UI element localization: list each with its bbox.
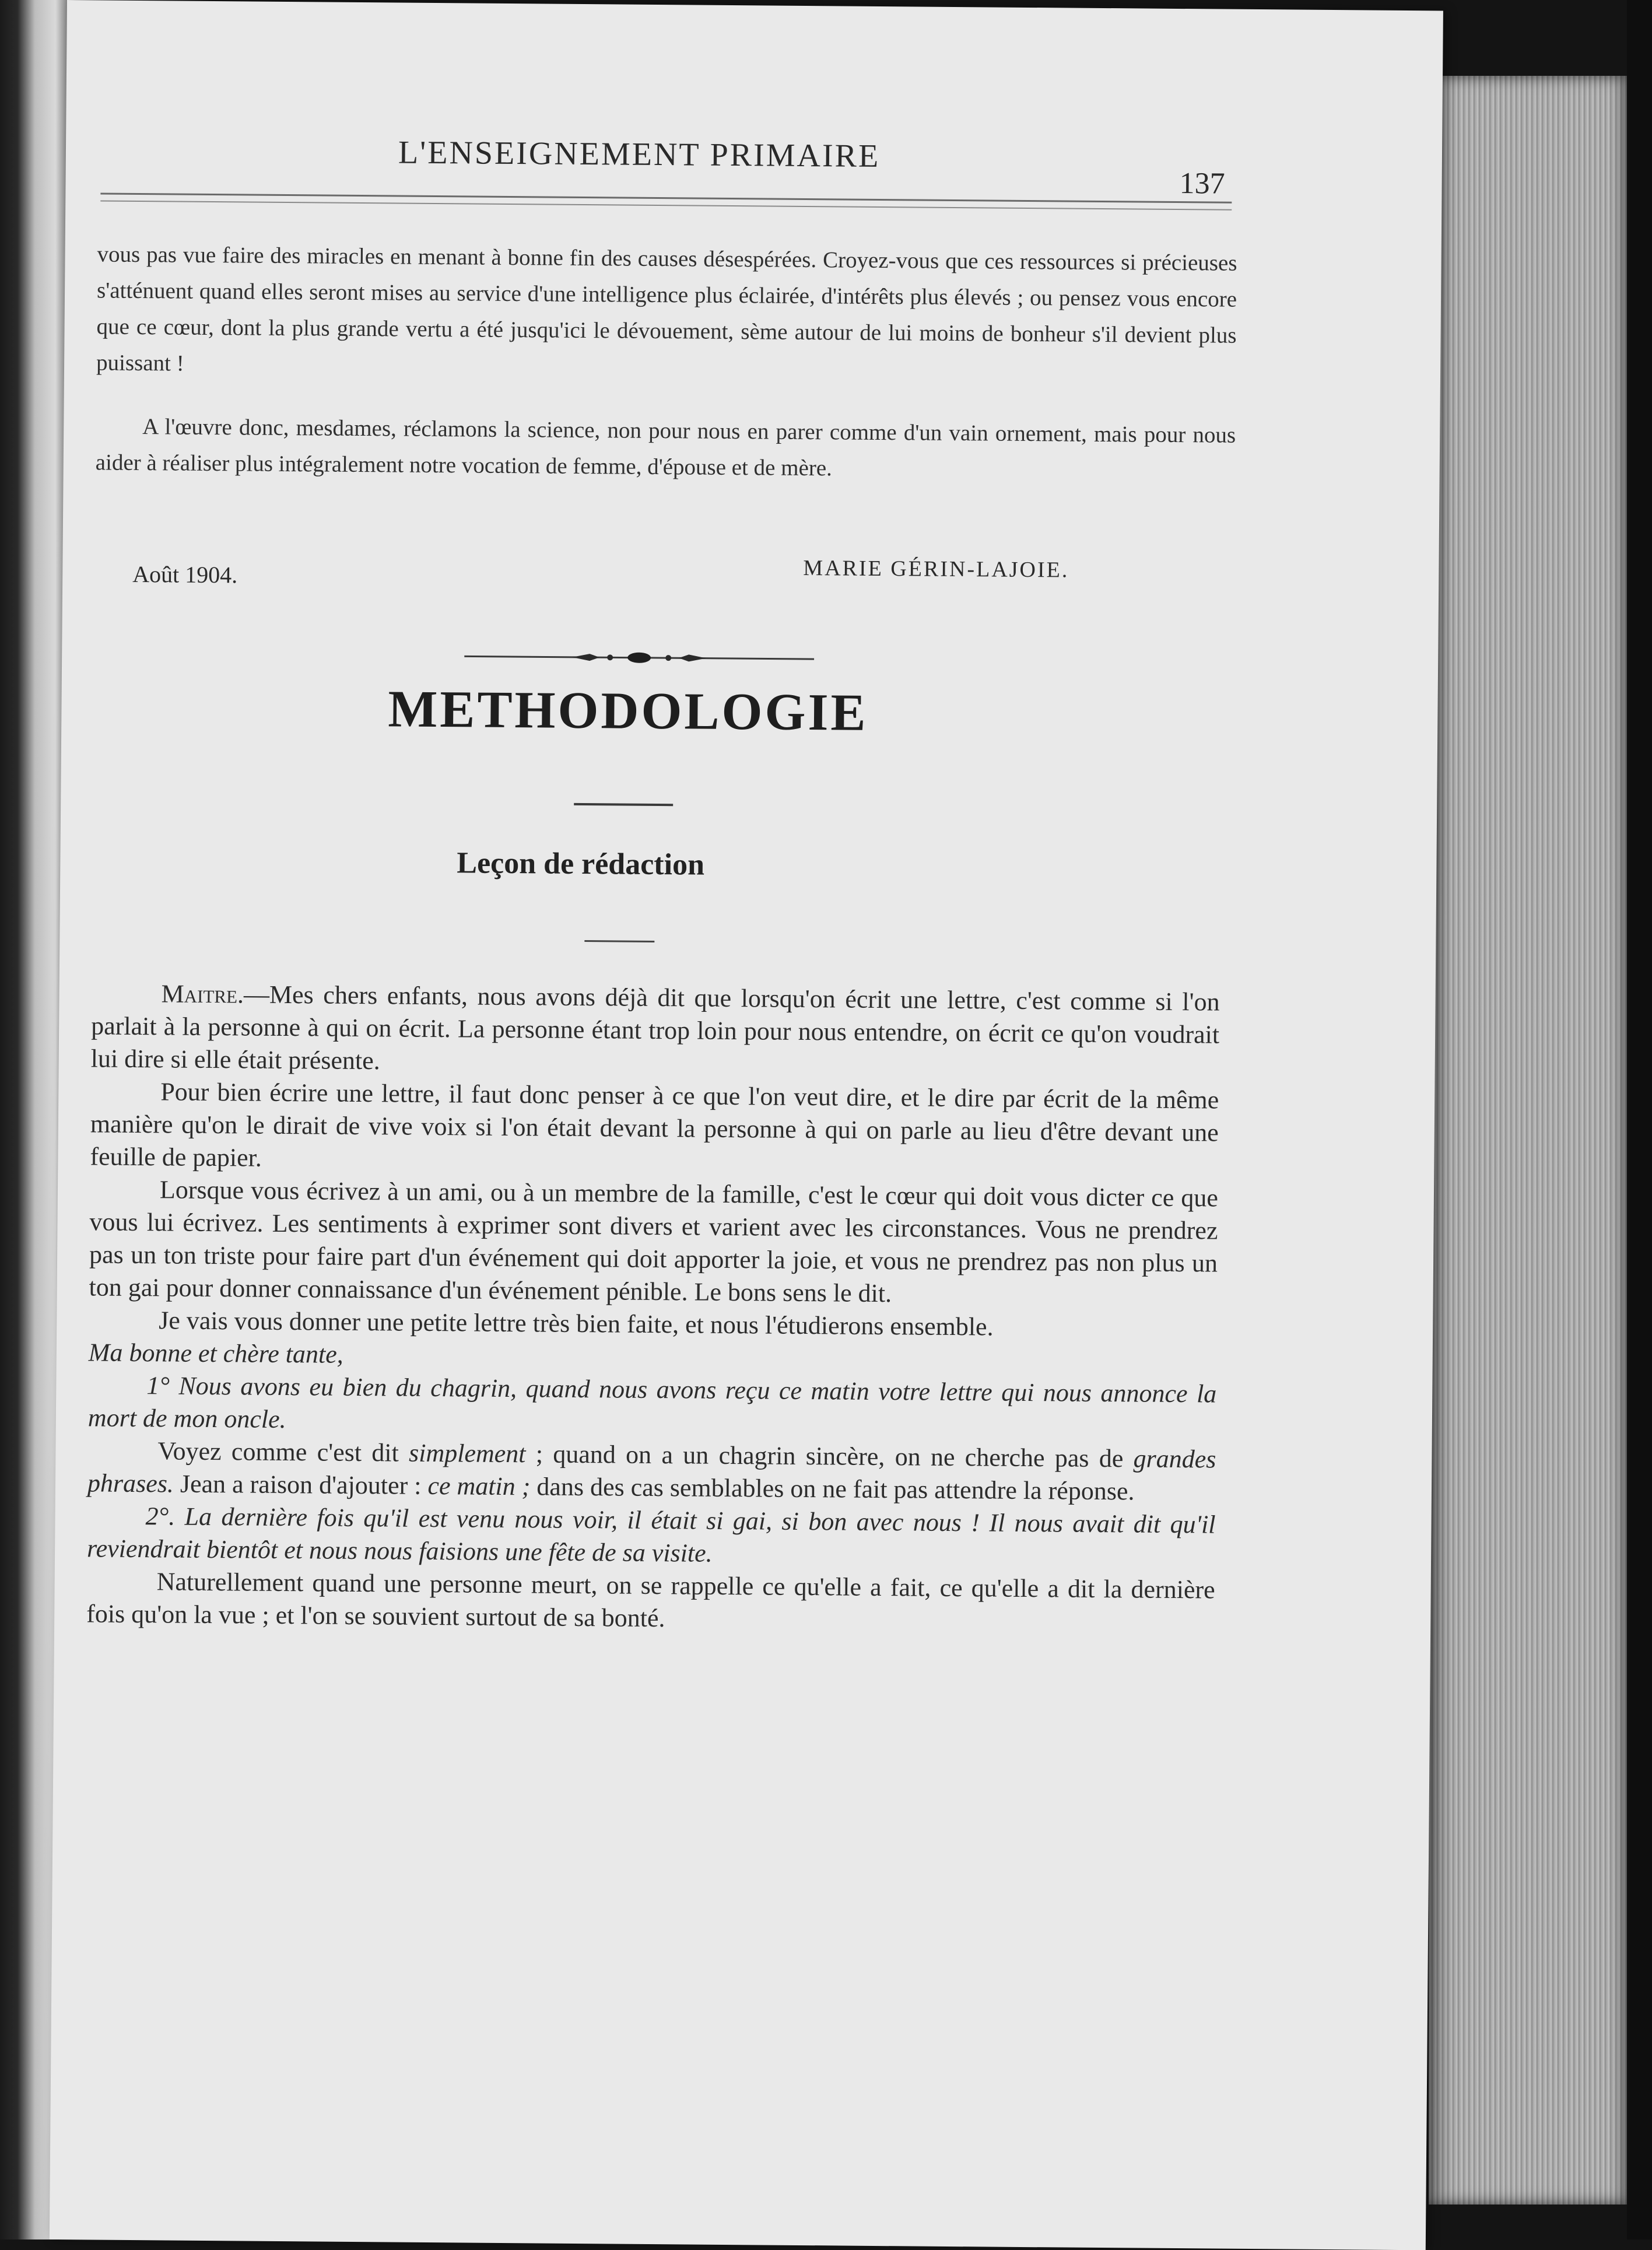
lesson-paragraph: Naturellement quand une personne meurt, on se rappelle ce qu'elle a fait, ce qu'elle a dit la dernière fois qu'on la vue ; et l'on se souvient surtout de sa bonté. [86,1567,1215,1633]
lesson-paragraph: Lorsque vous écrivez à un ami, ou à un membre de la famille, c'est le cœur qui doit vous dicter ce que vous lui écrivez. Les sentiments à exprimer sont divers et varient avec les circonstances. Vous ne prendrez pas un ton triste pour faire part d'un événement qui doit apporter la joie, et vous ne prendrez pas non plus un ton gai pour donner connaissance d'un événement pénible. Le bons sens le dit. [89,1175,1219,1308]
article-signature: MARIE GÉRIN-LAJOIE. [803,555,1069,583]
background-right [1627,0,1652,2240]
book-page [50,0,1443,2250]
letter-excerpt-2: 2°. La dernière fois qu'il est venu nous voir, il était si gai, si bon avec nous ! Il nous avait dit qu'il reviendrait bientôt et nous nous faisions une fête de sa visite. [86,1502,1216,1568]
ornament-divider [464,647,814,668]
running-title: L'ENSEIGNEMENT PRIMAIRE [398,134,881,174]
speaker-label: Maitre. [161,979,244,1009]
page-number: 137 [1179,166,1225,201]
lesson-paragraph: Je vais vous donner une petite lettre très bien faite, et nous l'étudierons ensemble. [159,1306,994,1341]
section-title: METHODOLOGIE [388,680,868,742]
section-subtitle: Leçon de rédaction [457,846,705,882]
book-page-edges [1429,76,1627,2205]
article-paragraph: A l'œuvre donc, mesdames, réclamons la science, non pour nous en parer comme d'un vain ornement, mais pour nous aider à réaliser plus intégralement notre vocation de femme, d'épouse et de mère. [95,414,1236,481]
article-paragraph: vous pas vue faire des miracles en menant à bonne fin des causes désespérées. Croyez-vous que ces ressources si précieuses s'atténuent quand elles seront mises au service d'une intelligence plus éclairée, d'intérêts plus élevés ; ou pensez vous encore que ce cœur, dont la plus grande vertu a été jusqu'ici le dévouement, sème autour de lui moins de bonheur s'il devient plus puissant ! [96,241,1237,376]
lesson-body [86,977,1220,1639]
lesson-intro: Maitre.—Mes chers enfants, nous avons déjà dit que lorsqu'on écrit une lettre, c'est comme si l'on parlait à la personne à qui on écrit. La personne étant trop loin pour nous entendre, on écrit ce qu'on voudrait lui dire si elle était présente. [90,979,1220,1075]
lesson-paragraph: Pour bien écrire une lettre, il faut donc penser à ce que l'on veut dire, et le dire par écrit de la même manière qu'on le dirait de vive voix si l'on était devant la personne à qui on parle au lieu d'être devant une feuille de papier. [90,1077,1219,1172]
article-date: Août 1904. [132,560,238,588]
letter-salutation: Ma bonne et chère tante, [88,1338,343,1369]
letter-excerpt-1: 1° Nous avons eu bien du chagrin, quand nous avons reçu ce matin votre lettre qui nous annonce la mort de mon oncle. [87,1371,1217,1434]
subtitle-rule [584,940,654,942]
title-rule [574,803,673,806]
lesson-commentary: Voyez comme c'est dit simplement ; quand on a un chagrin sincère, on ne cherche pas de grandes phrases. Jean a raison d'ajouter : ce matin ; dans des cas semblables on ne fait pas attendre la réponse. [87,1436,1216,1506]
